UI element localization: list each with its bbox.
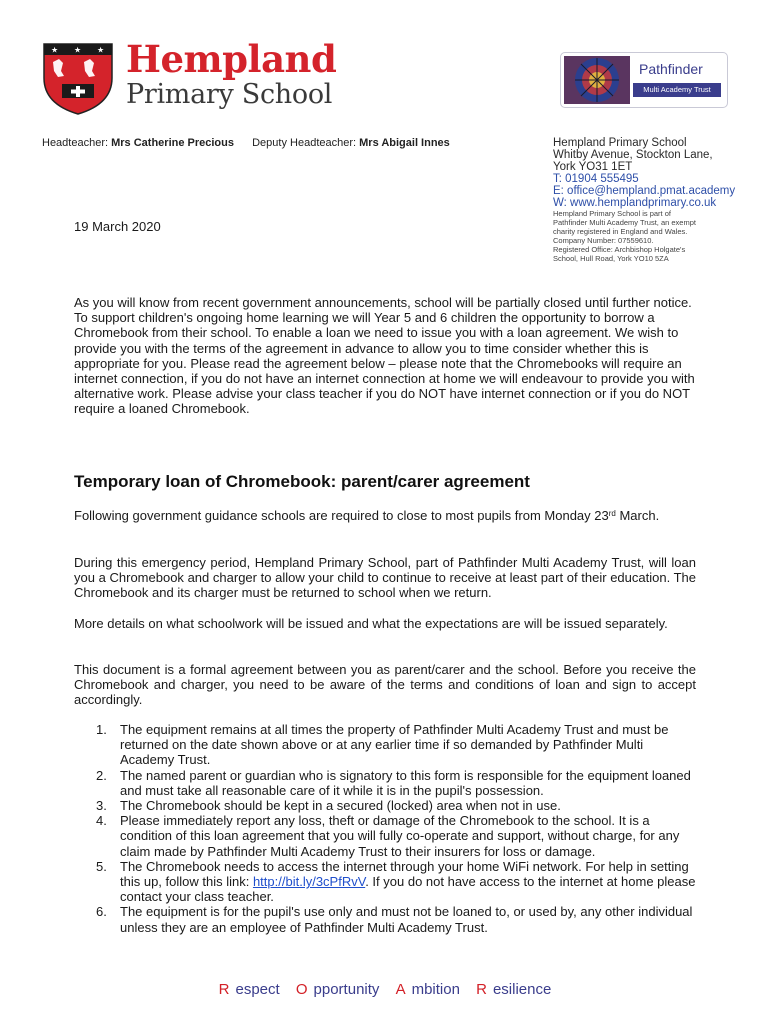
trust-note-line: charity registered in England and Wales. [553, 227, 688, 236]
term-number: 1. [96, 722, 107, 737]
terms-list [74, 722, 696, 935]
value-initial: R [218, 981, 230, 998]
term-item [74, 859, 696, 905]
school-crest-logo [40, 40, 116, 116]
term-item [74, 768, 696, 798]
guidance-text: Following government guidance schools are required to close to most pupils from Monday 23 [74, 508, 609, 523]
value-rest: esilience [492, 981, 552, 998]
guidance-paragraph [74, 508, 696, 523]
contact-email[interactable]: E: office@hempland.pmat.academy [553, 185, 736, 197]
value-rest: pportunity [313, 981, 380, 998]
value-respect [216, 981, 283, 998]
term-text: The Chromebook should be kept in a secured (locked) area when not in use. [120, 798, 561, 814]
trust-registration-note [553, 209, 696, 263]
term-item [74, 722, 696, 768]
term-number: 3. [96, 798, 107, 814]
svg-text:★: ★ [51, 45, 59, 55]
term-item [74, 798, 696, 813]
trust-note-line: Hempland Primary School is part of [553, 209, 671, 218]
contact-website[interactable]: W: www.hemplandprimary.co.uk [553, 197, 717, 209]
ordinal-suffix: rd [608, 509, 616, 518]
value-initial: O [295, 981, 308, 998]
headteacher-name: Mrs Catherine Precious [111, 137, 234, 149]
term-item [74, 904, 696, 934]
contact-school-name: Hempland Primary School [553, 137, 687, 149]
value-resilience [473, 981, 554, 998]
guidance-text-end: March. [615, 508, 660, 523]
pathfinder-logo [560, 52, 728, 108]
value-rest: espect [235, 981, 280, 998]
value-rest: mbition [411, 981, 460, 998]
term-text: The equipment is for the pupil's use only and must not be loaned to, or used by, any other individual unless they are an employee of Pathfinder Multi Academy Trust. [120, 904, 693, 935]
trust-note-line: School, Hull Road, York YO10 5ZA [553, 254, 669, 263]
contact-block [553, 137, 735, 209]
term-number: 6. [96, 904, 107, 920]
svg-text:★: ★ [97, 45, 105, 55]
contact-city: York YO31 1ET [553, 161, 633, 173]
value-initial: A [395, 981, 406, 998]
trust-note-line: Registered Office: Archbishop Holgate's [553, 245, 686, 254]
contact-street: Whitby Avenue, Stockton Lane, [553, 149, 713, 161]
term-text: Please immediately report any loss, theft or damage of the Chromebook to the school. It is a condition of this loan agreement that you will fully co-operate and support, without charge, for any claim made by Pathfinder Multi Academy Trust to their insurers for loss or damage. [120, 813, 680, 859]
agreement-heading: Temporary loan of Chromebook: parent/carer agreement [74, 472, 530, 491]
deputy-label: Deputy Headteacher: [252, 137, 357, 149]
pathfinder-name: Pathfinder [639, 61, 703, 77]
formal-agreement-paragraph: This document is a formal agreement between you as parent/carer and the school. Before you receive the Chromebook and charger, you need to be aware of the terms and conditions of loan and sign to accept accordingly. [74, 662, 696, 708]
svg-text:★: ★ [74, 45, 82, 55]
headteacher-label: Headteacher: [42, 137, 109, 149]
term-text: The Chromebook needs to access the internet through your home WiFi network. For help in setting this up, follow this link: [120, 858, 689, 890]
contact-phone: T: 01904 555495 [553, 173, 639, 185]
term-text: The named parent or guardian who is signatory to this form is responsible for the equipment loaned and must take all reasonable care of it while it is in the pupil's possession. [120, 767, 691, 798]
staff-line [42, 137, 450, 149]
schoolwork-paragraph: More details on what schoolwork will be issued and what the expectations are will be issued separately. [74, 616, 668, 631]
term-item [74, 813, 696, 859]
wifi-help-link[interactable]: http://bit.ly/3cPfRvV [252, 874, 366, 890]
term-text: The equipment remains at all times the property of Pathfinder Multi Academy Trust and must be returned on the date shown above or at any earlier time if so demanded by Pathfinder Multi Academy Trust. [120, 722, 669, 768]
school-subtitle: Primary School [126, 79, 333, 110]
value-initial: R [476, 981, 487, 998]
term-number: 5. [96, 858, 107, 874]
rose-window-icon [564, 56, 630, 104]
deputy-name: Mrs Abigail Innes [359, 137, 450, 149]
trust-note-line: Company Number: 07559610. [553, 236, 654, 245]
value-ambition [393, 981, 463, 998]
term-text-end: . If you do not have access to the internet at home please contact your class teacher. [120, 874, 696, 905]
letter-date: 19 March 2020 [74, 219, 161, 234]
school-name: Hempland [126, 37, 337, 81]
term-number: 2. [96, 767, 107, 783]
trust-note-line: Pathfinder Multi Academy Trust, an exempt [553, 218, 696, 227]
term-number: 4. [96, 813, 107, 829]
pathfinder-subtitle: Multi Academy Trust [633, 83, 721, 97]
values-footer [0, 981, 770, 998]
value-opportunity [293, 981, 383, 998]
intro-paragraph: As you will know from recent government announcements, school will be partially closed until further notice. To support children's ongoing home learning we will Year 5 and 6 children the opportunity to borrow a Chromebook from their school. To enable a loan we need to issue you with a loan agreement. We wish to provide you with the terms of the agreement in advance to allow you to time consider whether this is appropriate for you. Please read the agreement below – please note that the Chromebooks will require an internet connection, if you do not have an internet connection at home we will endeavour to provide you with alternative work. Please advise your class teacher if you do NOT have internet connection or if you do NOT require a loaned Chromebook. [74, 295, 695, 417]
emergency-paragraph: During this emergency period, Hempland Primary School, part of Pathfinder Multi Academy Trust, will loan you a Chromebook and charger to allow your child to continue to receive at least part of their education. The Chromebook and its charger must be returned to school when we return. [74, 555, 696, 601]
